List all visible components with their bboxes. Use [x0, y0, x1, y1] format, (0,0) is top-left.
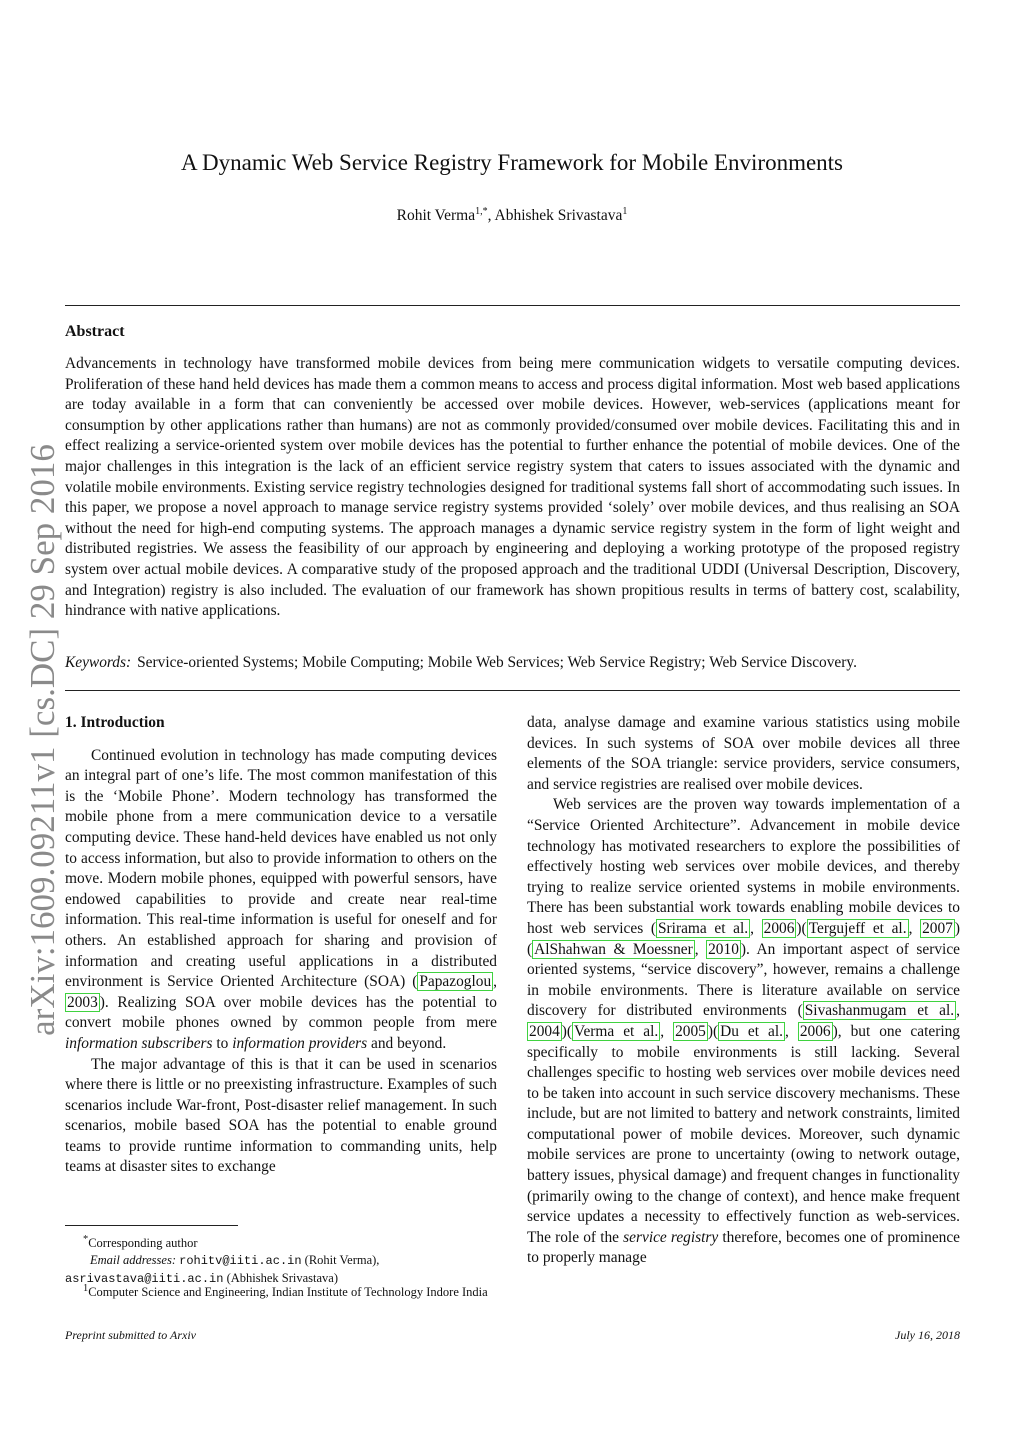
citation-alshahwan-year[interactable]: 2010 [708, 940, 739, 958]
citation-du[interactable]: Du et al. [720, 1022, 783, 1040]
left-column [65, 713, 497, 1178]
footnote-rule [65, 1225, 238, 1226]
abstract-top-rule [65, 305, 960, 306]
email-1[interactable]: rohitv@iiti.ac.in [179, 1254, 302, 1269]
citation-papazoglou[interactable]: Papazoglou [419, 973, 492, 991]
citation-alshahwan[interactable]: AlShahwan & Moessner [534, 940, 693, 958]
abstract-text: Advancements in technology have transformed mobile devices from being mere communication widgets to versatile computing devices. Proliferation of these hand held devices has made them a common means to access and process digital information. Most web based applications are today available in a form that can conveniently be accessed over mobile devices. However, web-services (applications meant for consumption by other applications rather than humans) are not as commonly provided/consumed over mobile devices. Facilitating this and in effect realizing a service-oriented system over mobile devices has the potential to further enhance the potential of mobile devices. One of the major challenges in this integration is the lack of an efficient service registry system that caters to issues associated with the dynamic and volatile mobile environments. Existing service registry technologies designed for traditional systems fall short of accommodating such issues. In this paper, we propose a novel approach to manage service registry systems provided ‘solely’ over mobile devices, and thus realising an SOA without the need for high-end computing systems. The approach manages a dynamic service registry system in the form of light weight and distributed registries. We assess the feasibility of our approach by engineering and deploying a working prototype of the proposed registry system over actual mobile devices. A comparative study of the proposed approach and the traditional UDDI (Universal Description, Discovery, and Integration) registry is also included. The evaluation of our framework has shown propitious results in terms of battery cost, scalability, hindrance with native applications. [65, 355, 960, 620]
citation-sivashanmugam[interactable]: Sivashanmugam et al. [804, 1002, 955, 1020]
author-list [0, 206, 1024, 225]
right-paragraph-2: Web services are the proven way towards implementation of a “Service Oriented Architecture”. Advancement in mobile device technology has motivated researchers to explore the possibilities of effectively hosting web services over mobile devices, and thereby trying to realize service oriented systems in mobile environments. There has been substantial work towards enabling mobile devices to host web services ( Srirama et al. , 2006 )( Tergujeff et al. , 2007 )( AlShahwan & Moessner , 2010 ). An important aspect of service oriented systems, “service discovery”, however, remains a challenge in mobile environments. There is literature available on service discovery for distributed environments ( Sivashanmugam et al. , 2004 )( Verma et al. , 2005 )( Du et al. , 2006 ), but one catering specifically to mobile environments is still lacking. Several challenges specific to hosting web services over mobile devices need to be taken into account in such service discovery mechanisms. These include, but are not limited to battery and network constraints, limited computational power of mobile devices. Moreover, such dynamic mobile services are prone to uncertainty (owing to network outage, battery issues, physical damage) and frequent changes in functionality (primarily owing to the change of context), and hence make frequent service updates a necessity to effectively function as web-services. The role of the service registry therefore, becomes one of prominence to properly manage [527, 796, 961, 1267]
footnote-affiliation: $^1$Computer Science and Engineering, Indian Institute of Technology Indore India [83, 1283, 488, 1300]
author-2: Abhishek Srivastava [494, 207, 623, 225]
citation-srirama[interactable]: Srirama et al. [658, 919, 749, 937]
abstract-heading: Abstract [65, 323, 125, 340]
abstract-bottom-rule [65, 690, 960, 691]
footer-date: July 16, 2018 [895, 1328, 960, 1342]
keywords [65, 654, 960, 672]
citation-tergujeff[interactable]: Tergujeff et al. [808, 919, 907, 937]
intro-paragraph-1: Continued evolution in technology has made computing devices an integral part of one’s life. The most common manifestation of this is the ‘Mobile Phone’. Modern technology has transformed the mobile phone from a mere communication device to a versatile computing device. These hand-held devices have enabled us not only to access information, but also to provide information to others on the move. Modern mobile phones, equipped with powerful sensors, have endowed capabilities to provide and create near real-time information. This real-time information is useful for oneself and for others. An established approach for sharing and provision of information and creating useful applications in a distributed environment is Service Oriented Architecture (SOA) ( Papazoglou , 2003 ). Realizing SOA over mobile devices has the potential to convert mobile phones owned by common people from mere information subscribers to information providers and beyond. [65, 746, 497, 1052]
citation-verma[interactable]: Verma et al. [574, 1022, 659, 1040]
citation-sivashanmugam-year[interactable]: 2004 [529, 1022, 560, 1040]
footer-preprint: Preprint submitted to Arxiv [65, 1328, 196, 1342]
citation-srirama-year[interactable]: 2006 [763, 919, 795, 937]
footnote-corresponding: *Corresponding author Email addresses: rohitv@iiti.ac.in (Rohit Verma), asrivastava@iiti.ac.in (Abhishek Srivastava) [65, 1234, 380, 1287]
citation-verma-year[interactable]: 2005 [675, 1022, 706, 1040]
author-2-affil: 1 [622, 206, 628, 217]
author-1: Rohit Verma [396, 207, 476, 225]
citation-du-year[interactable]: 2006 [799, 1022, 831, 1040]
author-1-affil: 1,* [475, 206, 488, 217]
keywords-list: Service-oriented Systems; Mobile Computing; Mobile Web Services; Web Service Registry; Web Service Discovery. [137, 654, 857, 671]
section-heading-introduction: 1. Introduction [65, 714, 165, 731]
keywords-label: Keywords: [65, 654, 132, 671]
intro-paragraph-2: The major advantage of this is that it can be used in scenarios where there is little or no preexisting infrastructure. Examples of such scenarios include War-front, Post-disaster relief management. In such scenarios, mobile based SOA has the potential to enable ground teams to provide runtime information to commanding units, help teams at disaster sites to exchange [65, 1055, 497, 1176]
citation-tergujeff-year[interactable]: 2007 [922, 919, 953, 937]
arxiv-id: arXiv:1609.09211v1 [cs.DC] 29 Sep 2016 [23, 444, 62, 1036]
citation-papazoglou-year[interactable]: 2003 [67, 993, 98, 1011]
right-column [527, 713, 960, 1269]
author-separator: , [487, 207, 495, 225]
email-2[interactable]: asrivastava@iiti.ac.in [65, 1272, 224, 1287]
right-paragraph-1: data, analyse damage and examine various statistics using mobile devices. In such systems of SOA over mobile devices all three elements of the SOA triangle: service providers, service consumers, and service registries are realised over mobile devices. [527, 714, 960, 793]
paper-title: A Dynamic Web Service Registry Framework for Mobile Environments [180, 150, 844, 175]
